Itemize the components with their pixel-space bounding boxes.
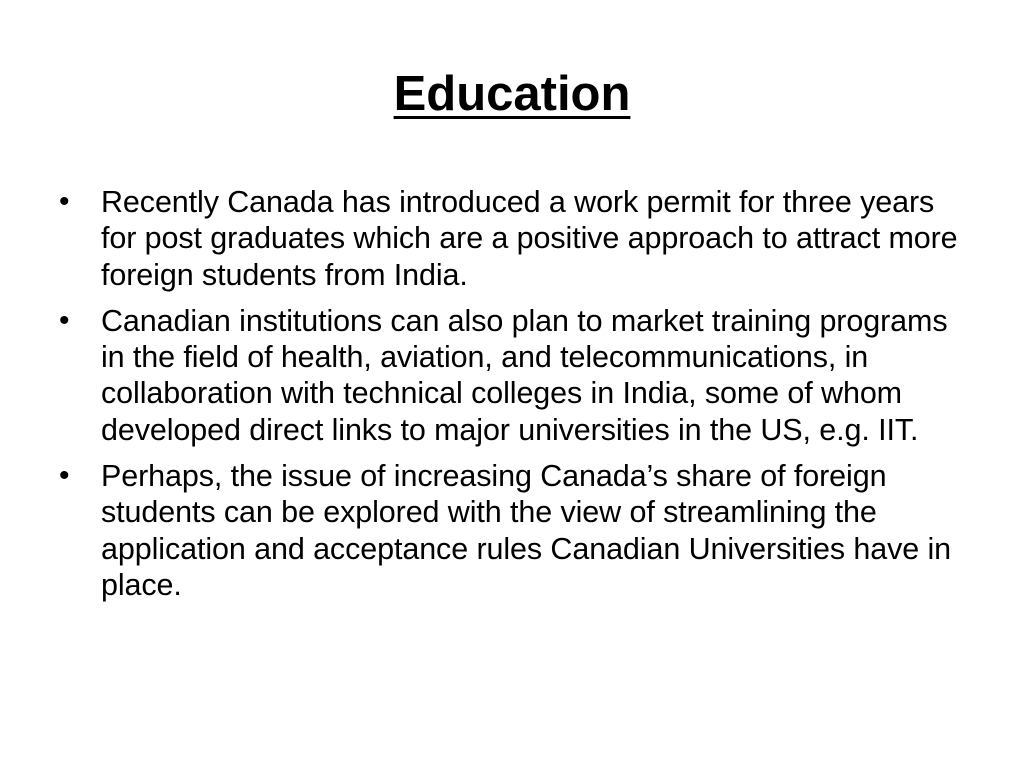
bullet-icon: •	[59, 303, 70, 337]
bullet-text: Canadian institutions can also plan to market training programs in the field of health, aviation, and telecommunications, in collaboration with technical colleges in India, some of whom developed direct links to major universities in the US, e.g. IIT.	[101, 303, 948, 447]
bullet-item	[56, 458, 976, 603]
slide-title: Education	[393, 67, 631, 121]
bullet-text: Perhaps, the issue of increasing Canada’s share of foreign students can be explored with the view of streamlining the application and acceptance rules Canadian Universities have in place.	[101, 459, 952, 602]
bullet-icon: •	[59, 459, 70, 493]
bullet-item	[56, 184, 976, 293]
bullet-icon: •	[59, 185, 70, 218]
bullet-list	[56, 184, 976, 613]
bullet-item	[56, 303, 976, 448]
bullet-text: Recently Canada has introduced a work permit for three years for post graduates which are a positive approach to attract more foreign students from India.	[101, 185, 958, 292]
